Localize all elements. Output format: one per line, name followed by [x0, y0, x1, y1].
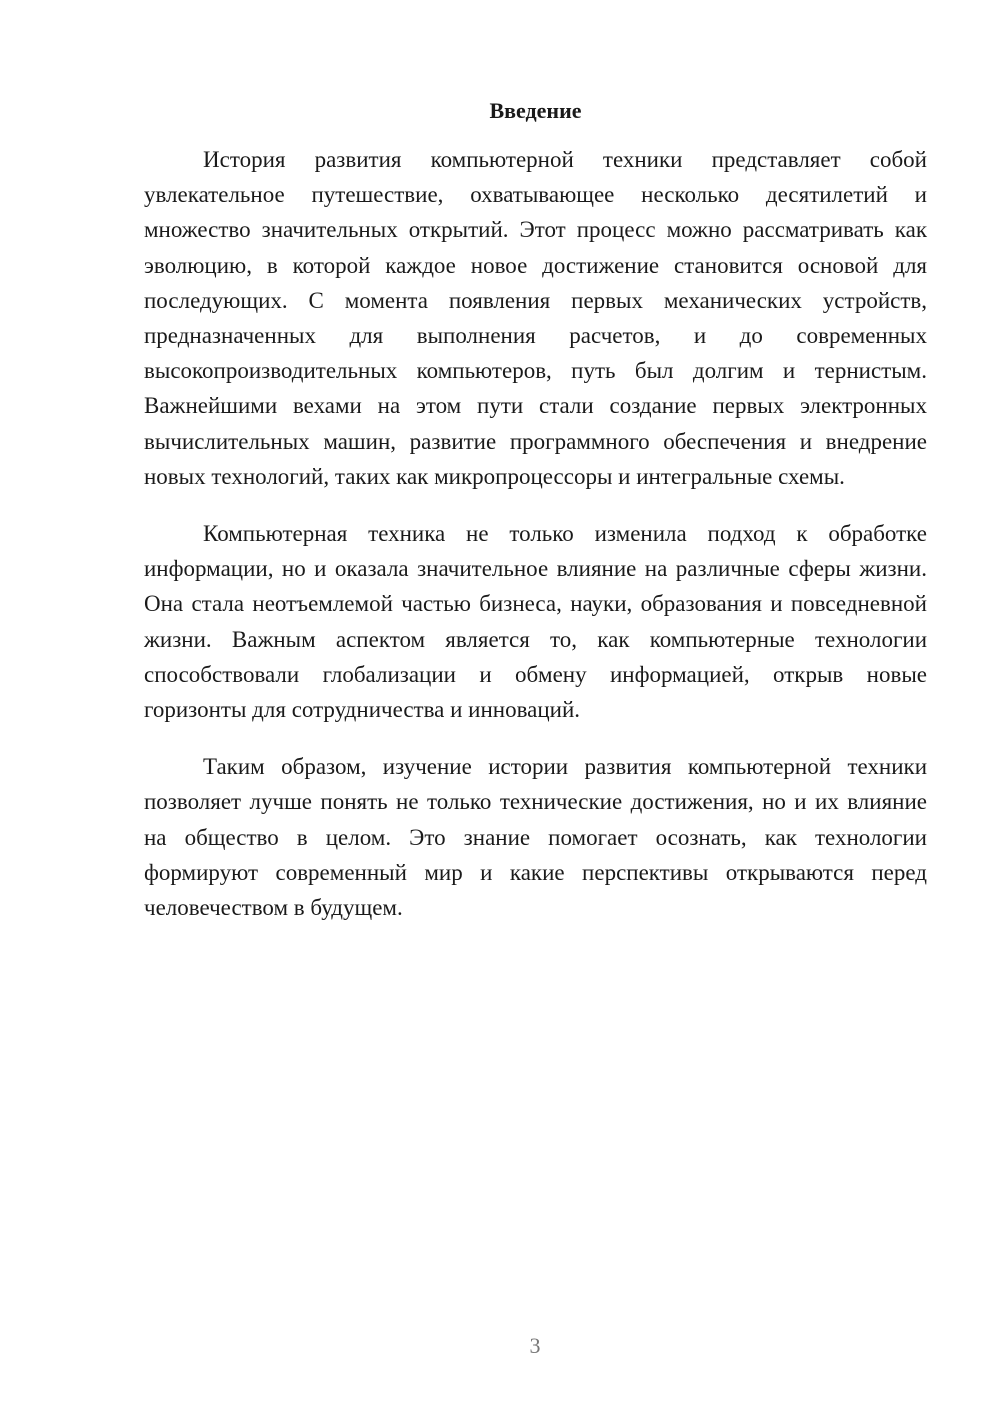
page-number: 3	[529, 1333, 541, 1358]
document-body	[144, 96, 927, 947]
section-heading: Введение	[489, 98, 582, 123]
paragraph-3: Таким образом, изучение истории развития компьютерной техники позволяет лучше понять не только технические достижения, но и их влияние на общество в целом. Это знание помогает осознать, как технологии формируют современный мир и какие перспективы открываются перед человечеством в будущем.	[144, 754, 927, 921]
paragraph-1: История развития компьютерной техники представляет собой увлекательное путешествие, охватывающее несколько десятилетий и множество значительных открытий. Этот процесс можно рассматривать как эволюцию, в которой каждое новое достижение становится основой для последующих. С момента появления первых механических устройств, предназначенных для выполнения расчетов, и до современных высокопроизводительных компьютеров, путь был долгим и тернистым. Важнейшими вехами на этом пути стали создание первых электронных вычислительных машин, развитие программного обеспечения и внедрение новых технологий, таких как микропроцессоры и интегральные схемы.	[144, 147, 927, 489]
paragraph-2: Компьютерная техника не только изменила подход к обработке информации, но и оказала значительное влияние на различные сферы жизни. Она стала неотъемлемой частью бизнеса, науки, образования и повседневной жизни. Важным аспектом является то, как компьютерные технологии способствовали глобализации и обмену информацией, открыв новые горизонты для сотрудничества и инноваций.	[144, 521, 927, 723]
